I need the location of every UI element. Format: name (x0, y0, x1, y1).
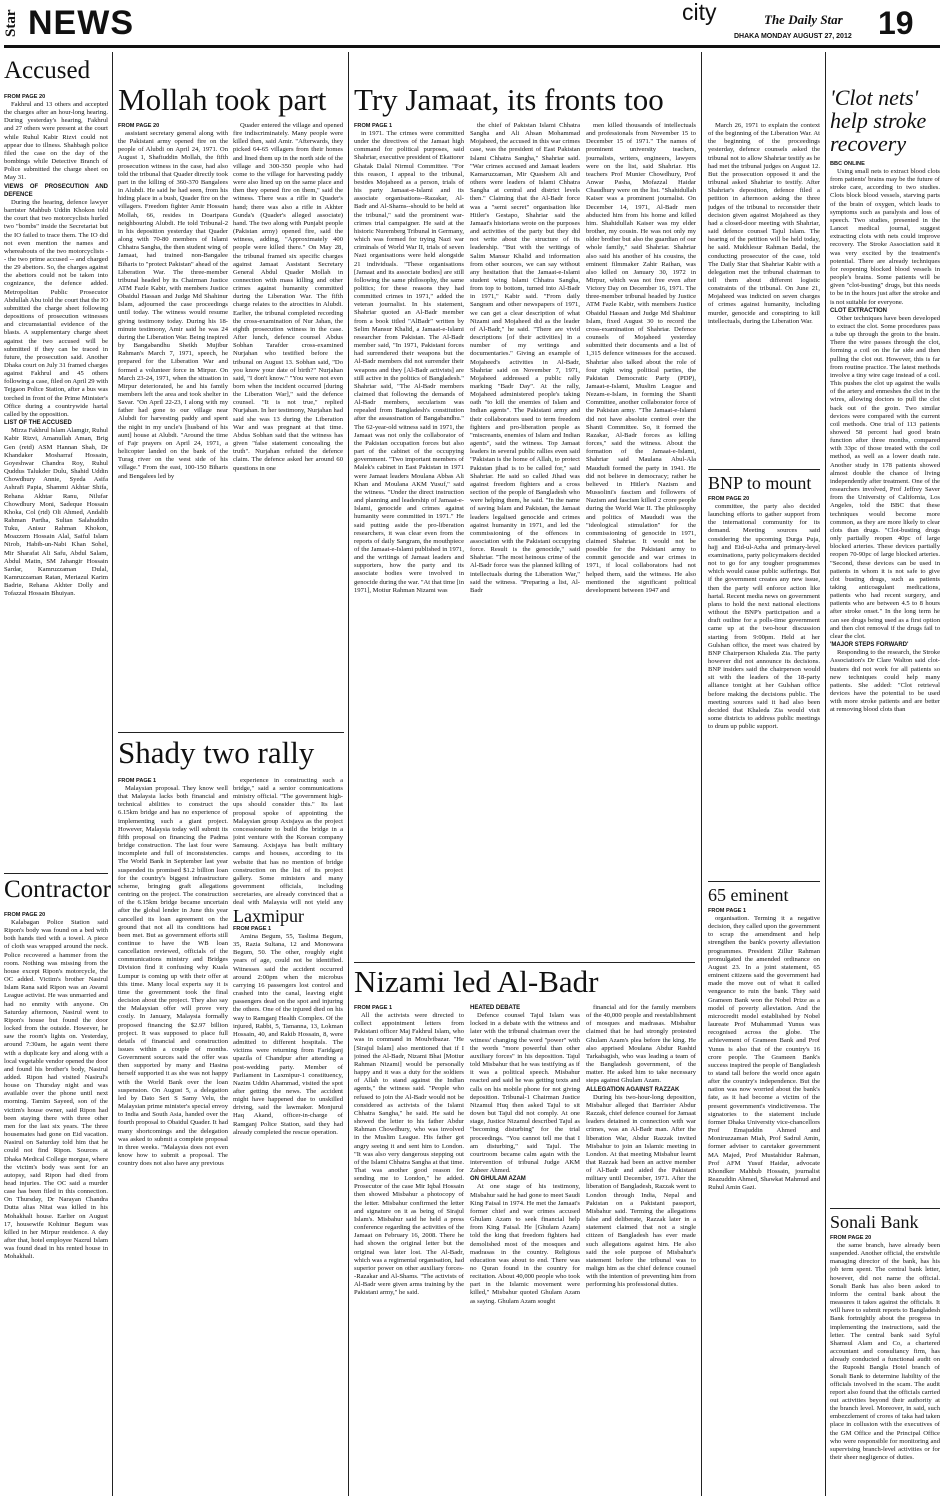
story-clot-nets (830, 160, 940, 1203)
column-rule (348, 52, 349, 1496)
source-line: FROM PAGE 1 (354, 1005, 393, 1011)
column-rule (825, 52, 826, 1496)
divider (354, 962, 695, 963)
story-eminent (708, 907, 820, 1495)
source-line: FROM PAGE 20 (118, 123, 160, 129)
story-contractor (4, 911, 108, 1495)
story-nizami-col2 (470, 1004, 580, 1495)
story-body: organisation. Terming it a negative decision, they called upon the government to scrap the amendment and help strengthen the bank's poverty alleviation programmes. President Zillur Rahman promulgated the amended ordinance on August 23. In a joint statement, 65 eminent citizens said the government had made the move out of what it called vengeance to ruin the bank. They said Grameen Bank won the Nobel Prize as a model of poverty alleviation. And the microcredit model established by Nobel laureate Prof Muhammad Yunus was recognised across the globe. The achievement of Grameen Bank and Prof Yunus is also that of the country's 16 crore people. The Grameen Bank's success inspired the people of Bangladesh to stand tall before the world once again after the country's independence. But the nation was now worried about the bank's fate, as it had become a victim of the present government's vindictiveness. The signatories to the statement include former Dhaka University vice-chancellors Prof Emajuddin Ahmed and Moniruzzaman Miah, Prof Sadrul Amin, former adviser to caretaker government MA Majed, Prof Mustahidur Rahman, Prof AFM Yusuf Haidar, advocate Khondker Mahbub Hossain, journalist Reazuddin Ahmed, Shawkat Mahmud and Ruhul Amin Gazi. (708, 915, 820, 1192)
source-line: FROM PAGE 1 (118, 778, 157, 784)
headline-clot-nets: 'Clot nets' help stroke recovery (830, 85, 927, 156)
headline-laxmipur: Laxmipur (233, 906, 304, 926)
story-mollah-col2 (233, 122, 343, 727)
story-shady-col1 (118, 777, 228, 1495)
headline-jamaat: Try Jamaat, its fronts too (354, 82, 664, 117)
masthead-rule (4, 45, 940, 48)
divider (4, 873, 108, 874)
headline-shady: Shady two rally (118, 735, 315, 770)
divider (708, 881, 820, 882)
column-rule (112, 52, 113, 1496)
subhead: CLOT EXTRACTION (830, 307, 887, 314)
story-body: assistant secretary general along with the Pakistani army opened fire on the people of Alubdi on April 24, 1971. On August 1, Shafiuddin Mollah, the fifth prosecution witness in the case, had also told the tribunal that Quader directly took part in the killing of 360-370 Bangalees in Alubdi. He said he had seen, from his hiding place in a bush, Quader fire on the villagers. Freedom fighter Amir Hossain Mollah, 66, resides in Doaripara neighbouring Alubdi. He told Tribunal-2 in his deposition yesterday that Quader along with 70-80 members of Islami Chhatra Sangha, the then student wing of Jamaat, had trained non-Bangalee Biharis to "protect Pakistan" ahead of the Liberation War. The three-member tribunal headed by its Chairman Justice ATM Fazle Kabir, with members Justice Obaidul Hassan and Judge Md Shahinur Islam, adjourned the case proceedings until today. The witness would resume giving testimony today. During his 18-minute testimony, Amir said he was 24 during the Liberation War. Being inspired by Bangabandhu Sheikh Mujibur Rahman's March 7, 1971, speech, he prepared for the Liberation War and formed a volunteer force in Mirpur. On March 23-24, 1971, when the situation in Mirpur deteriorated, he and his family members left the area and took shelter in Savar. "On April 22-23, I along with my father had gone to our village near Alubdi for harvesting paddy and spent the night in my uncle's [husband of his aunt] house at Alubdi. "Around the time of Fajr prayers on April 24, 1971, a helicopter landed on the bank of the Turag river on the west side of his village." From the east, 100-150 Biharis and Bengalees led by (118, 130, 228, 480)
subhead: HEATED DEBATE (470, 1005, 521, 1011)
story-mollah-col1 (118, 122, 228, 727)
story-body: men killed thousands of intellectuals and professionals from November 15 to December 15 of 1971." The names of prominent university teachers, journalists, writers, engineers, lawyers were on the list, said Shahriar. His teachers Prof Munier Chowdhury, Prof Anwar Pasha, Mofazzal Haidar Chaudhury were on the list. "Shahidullah Kaiser was a prominent journalist. On December 14, 1971, Al-Badr men abducted him from his home and killed him. Shahidullah Kaiser was my elder brother, my cousin. He was not only my older brother but also the guardian of our whole family," said Shahriar. Shahriar also said his another of his cousins, the eminent filmmaker Zahir Raihan, was also killed on January 30, 1972 in Mirpur, which was not free even after Victory Day on December 16, 1971. The three-member tribunal headed by Justice ATM Fazle Kabir, with members Justice Obaidul Hassan and Judge Md Shahinur Islam, fixed August 30 to record the cross-examination of Shahriar. Defence counsels of Mojaheed yesterday submitted their documents and a list of 1,315 defence witnesses for the accused. Shahriar also talked about the role of four right wing political parties, the Pakistan Democratic Party (PDP), Jamaat-e-Islami, Muslim League and Nezam-e-Islam, in forming the Shanti Committee, another collaborator force of the Pakistan army. "The Jamaat-e-Islami did not have absolute control over the Shanti Committee. So, it formed the Razakar, Al-Badr forces as killing forces," said the witness. About the formation of the Jamaat-e-Islami, Shahriar said Maulana Abul-Ala Maududi formed the party in 1941. He did not believe in democracy; rather he believed in Hitler's Nazism and Mussolini's fascism and followers of Nazism and fascism killed 2 crore people during the World War II. The philosophy and politics of Maududi was the "ideological stimulation" for the commissioning of genocide in 1971, claimed Shahriar. It would not be possible for the Pakistani army to commit genocide and war crimes in 1971, if local collaborators had not helped them, said the witness. He also mentioned the significant political development between 1947 and (586, 122, 696, 594)
story-laxmipur (233, 925, 343, 1495)
source-line: FROM PAGE 20 (4, 912, 46, 918)
story-body: All the activists were directed to collect appointment letters from Pakistani officer Maj Fakhrul Islam, who was in command in Moulvibazar. "He [Sirajul Islam] also mentioned that if I joined the Al-Badr, Nizami Bhai [Motiur Rahman Nizami] would be personally happy and it was a duty for the soldiers of Allah to stand against the Indian agents," the witness said. "People who refused to join the Al-Badr would not be considered as activists of the Islami Chhatra Sangha," he said. He said he showed the letter to his father Abdur Rahman Chowdhury, who was involved in the Muslim League. His father got angry seeing it and sent him to London. "It was also very dangerous stepping out of the Islami Chhatra Sangha at that time. That was another good reason for sending me to London," he added. Prosecutor of the case Mir Iqbal Hossain then showed Misbahur a photocopy of the letter. Misbahur confirmed the letter and signature on it as being of Sirajul Islam's. Misbahur said he held a press conference regarding the activities of the Jamaat on February 16, 2008. There he had shown the original letter but the original was later lost. The Al-Badr, which was a regimental organisation, had superior power on other auxiliary forces--Razakar and Al-Shams. "The activists of Al-Badr were given arms training by the Pakistani army," he said. (354, 1012, 464, 1297)
subhead: ON GHULAM AZAM (470, 1176, 526, 1183)
story-body: Fakhrul and 13 others and accepted the charges after an hour-long hearing. During yesterday's hearing, Fakhrul and 27 others were present at the court while Ruhul Kabir Rizvi could not appear due to illness. Shahbagh police filed the case on the day of the bombings while Detective Branch of Police submitted the charge sheet on May 31. (4, 101, 108, 182)
source-line: FROM PAGE 1 (233, 926, 272, 932)
story-bnp (708, 495, 820, 877)
story-jamaat-col4 (708, 122, 820, 464)
section-title: NEWS (28, 4, 134, 42)
story-body: committee, the party also decided launching efforts to gather support from the international community for its demand. Meeting sources said considering the upcoming Durga Puja, hajj and Eid-ul-Azha and primary-level examinations, party policymakers decided not to go for any tougher programmes which would cause public sufferings. But if the government creates any new issue, then the party will enforce action like hartal. Recent media news on government plans to hold the next national elections without the BNP's participation and a draft outline for a polls-time government came up at the two-hour discussion starting from 9:00pm. Held at her Gulshan office, the meet was chaired by BNP Chairperson Khaleda Zia. The party however did not announce its decisions. BNP insiders said the chairperson would sit with the leaders of the 18-party alliance tonight at her Gulshan office before making the decisions public. The meeting sources said it had also been decided that Khaleda Zia would visit some districts to address public meetings to drum up public support. (708, 503, 820, 731)
story-nizami-col3 (586, 1004, 696, 1495)
story-body: Using small nets to extract blood clots from patients' brains may be the future of stroke care, according to two studies. Clots block blood vessels, starving parts of the brain of oxygen, which leads to symptoms such as paralysis and loss of speech. Two studies, presented in the Lancet medical journal, suggest extracting clots with nets could improve recovery. The Stroke Association said it was very excited by the treatment's potential. There are already techniques for reopening blocked blood vessels in people's brains. Some patients will be given "clot-busting" drugs, but this needs to be in the hours just after the stroke and is not suitable for everyone. (830, 168, 940, 306)
story-jamaat-col2 (470, 122, 580, 956)
headline-mollah: Mollah took part (118, 82, 327, 117)
column-rule (701, 52, 702, 1496)
story-body: At one stage of his testimony, Misbahur said he had gone to meet Saudi King Faisal in 1974. He met the Jamaat's former chief and war crimes accused Ghulam Azam to seek financial help from King Faisal. He [Ghulam Azam] told the king that freedom fighters had demolished most of the mosques and madrasas in the country. Religious education was about to end. There was no Quran found in the country for recitation. About 40,000 people who took part in the Islamic movement were killed," Misbahur quoted Ghulam Azam as saying. Ghulam Azam sought (470, 1183, 580, 1305)
story-body: During the hearing, defence lawyer barrister Mahbub Uddin Khokon told the court that two motorcyclists hurled two "bombs" inside the Secretariat but the IO failed to trace them. The IO did not even mention the names and whereabouts of the two motorcyclists -- the two prime accused -- and charged the 29 abettors. So, the charges against the abettors could not be taken into cognizance, the defence added. Metropolitan Public Prosecutor Abdullah Abu told the court that the IO submitted the charge sheet following depositions of prosecution witnesses and circumstantial evidence of the blasts. A supplementary charge sheet against the two accused will be submitted if they can be traced in future, the prosecution said. Another Dhaka court on July 31 framed charges against Fakhrul and 45 others following a case, filed on April 29 with Tejgaon Police Station, after a bus was torched in front of the Prime Minister's Office during a countrywide hartal called by the opposition. (4, 198, 108, 418)
headline-eminent: 65 eminent (708, 885, 789, 905)
story-body: Quader entered the village and opened fire indiscriminately. Many people were killed then, said Amir. "Afterwards, they picked 64-65 villagers from their homes and lined them up in the north side of the village and 300-350 people who had come to the village for harvesting paddy were also lined up on the same place and then they opened fire on them," said the witness. There was a rifle in Quader's hand; there was also a rifle in Akhter Gunda's (Quader's alleged associate) hand. The two along with Punjabi people (Pakistan army) opened fire, said the witness, adding, "Approximately 400 people were killed there." On May 28, the tribunal framed six specific charges against Jamaat Assistant Secretary General Abdul Quader Mollah in connection with mass killing and other crimes against humanity committed during the Liberation War. The fifth charge relates to the atrocities in Alubdi. Earlier, the tribunal completed recording the cross-examination of Nur Jahan, the eighth prosecution witness in the case. After lunch, defence counsel Abdus Sobhan Tarafder cross-examined Nurjahan who testified before the tribunal on August 13. Sobhan said, "Do you know your date of birth?" Nurjahan said, "I don't know." "You were not even born when the incident occurred [during the Liberation War]," said the defence counsel. "It is not true," replied Nurjahan. In her testimony, Nurjahan had said she was 13 during the Liberation War and was pregnant at that time. Abdus Sobhan said that the witness has given "false statement concealing the truth". Nurjahan refuted the defence claim. The defence asked her around 60 questions in one (233, 122, 343, 472)
subhead: VIEWS OF PROSECUTION AND DEFENCE (4, 183, 108, 198)
story-nizami-col1 (354, 1004, 464, 1495)
headline-sonali: Sonali Bank (830, 1212, 919, 1232)
story-sonali (830, 1234, 940, 1495)
story-accused (4, 93, 108, 865)
source-line: FROM PAGE 1 (708, 908, 747, 914)
story-jamaat-col1 (354, 122, 464, 956)
source-line: BBC ONLINE (830, 161, 865, 167)
divider (118, 732, 344, 733)
story-body: Responding to the research, the Stroke Association's Dr Clare Walton said clot-busters did not work for all patients so new techniques could help many patients. She added: "Clot retrieval devices have the potential to be used with more stroke patients and are better at removing blood clots than (830, 649, 940, 714)
subhead: LIST OF THE ACCUSED (4, 420, 72, 427)
subhead: ALLEGATION AGAINST RAZZAK (586, 1086, 680, 1093)
story-body: experience in constructing such a bridge," said a senior communications ministry official. "The government high-ups should consider this." Its last proposal spoke of appointing the Malaysian group Axisjaya as the project concessionaire to build the bridge in a joint venture with the Korean company Samsung. Axisjaya has built military camps and houses, according to its website that has no mention of bridge construction on the list of its project gallery. Some ministers and many government officials, including secretaries, are already convinced that a deal with Malaysia will not yield any (233, 777, 343, 905)
headline-accused: Accused (4, 57, 91, 84)
source-line: FROM PAGE 20 (708, 496, 750, 502)
page-number: 19 (878, 5, 914, 41)
story-body: During his two-hour-long deposition, Misbahur alleged that Barrister Abdur Razzak, chief defence counsel for Jamaat leaders detained in connection with war crimes, was an Al-Badr man. After the liberation War, Abdur Razzak invited Misbahur to join an Islamic meeting in London. At that meeting Misbahur learnt that Razzak had been an active member of Al-Badr and aided the Pakistani military until December, 1971. After the liberation of Bangladesh, Razzak went to London through India, Nepal and Pakistan on a Pakistani passport, Misbahur said. Terming the allegations false and deliberate, Razzak later in a statement claimed that not a single citizen of Bangladesh has ever made such allegations against him. He also said the sole purpose of Misbahur's statement before the tribunal was to malign him as the chief defence counsel with the intention of preventing him from performing his professional duties. (586, 1093, 696, 1289)
story-body: Amina Begum, 55, Taslima Begum, 35, Razia Sultana, 12 and Monowara Begum, 50. The other, roughly eight years of age, could not be identified. Witnesses said the accident occurred around 2:00pm when the microbus carrying 16 passengers lost control and crashed into the canal, leaving eight passengers dead on the spot and injuring the others. One of the injured died on his way to Ramganj Health Complex. Of the injured, Rabbi, 5, Tamanna, 13, Lokman Hossain, 40, and Rakib Hossain, 8, were admitted to different hospitals. The victims were returning from Faridganj upazila of Chandpur after attending a post-wedding party. Member of Parliament in Laxmipur-1 constituency, Nazim Uddin Ahammad, visited the spot after getting the news. The accident might have happened due to unskilled driving, said the lawmaker. Monjurul Haq Akand, officer-in-charge of Ramganj Police Station, said they had already completed the rescue operation. (233, 933, 343, 1136)
story-body: Malaysian proposal. They know well that Malaysia lacks both financial and technical abilities to construct the 6.15km bridge and has no experience of implementing such a giant project. However, Malaysia today will submit its fifth proposal on financing the Padma bridge construction. The last four were incomplete and full of inconsistencies. The World Bank in September last year suspended its promised $1.2 billion loan for the country's biggest infrastructure scheme, bringing graft allegations centring on the project. The construction of the 6.15km bridge became uncertain after the global lender in June this year cancelled its loan agreement on the ground that not all its conditions had been met. But as government efforts still continue to have the WB loan cancellation reviewed, officials of the communications ministry and Bridges Division find it confusing why Kuala Lumpur is coming up with their offer at this time. Many local experts say it is time the government took the final decision about the project. They also say the Malaysian offer will prove very costly. In January, Malaysia formally proposed financing the $2.97 billion project. It was supposed to place full details of financial and construction issues within a couple of months. Government sources said the offer was then supported by many and Hasina herself supported it as she was not happy with the World Bank over the loan suspension. On August 5, a delegation led by Dato Seri S Samy Velu, the Malaysian prime minister's special envoy to India and South Asia, handed over the fourth proposal to Obaidul Quader. It had many shortcomings and the delegation was asked to submit a complete proposal in three weeks. "Malaysia does not even know how to submit a proposal. The country does not also have any previous (118, 785, 228, 1168)
headline-bnp: BNP to mount (708, 473, 812, 493)
story-jamaat-col3 (586, 122, 696, 956)
story-body: in 1971. The crimes were committed under the directives of the Jamaat high command for political purposes, said Shahriar, executive president of Ekattorer Ghatak Dalal Nirmul Committee. "For this reason, I appeal to the tribunal, besides Mojaheed as a person, trials of his party Jamaat-e-Islami and its associate organisations--Razakar, Al-Badr and Al-Shams--should to be held at the tribunal," said the prominent war-crimes trial campaigner. He said at the historic Nuremberg Tribunal in Germany, which was formed for trying Nazi war criminals of World War II, trials of seven Nazi organisations were held alongside 21 individuals. "These organisations [Jamaat and its associate bodies] are still following the same philosophy, the same politics; for these reasons they had committed crimes in 1971," added the veteran journalist. In his statement, Shahriar quoted an Al-Badr member from a book titled "AlBadr" written by Selim Mansur Khalid, a Jamaat-e-Islami researcher from Pakistan. The Al-Badr member said, "In 1971, Pakistani forces had surrendered their weapons but the Al-Badr members did not surrender their weapons and they [Al-Badr activists] are still active in the politics of Bangladesh." Shahriar said, "The Al-Badr members claimed that following the demands of Al-Badr members, secularism was repealed from Bangladesh's constitution after the assassination of Bangabandhu." The 62-year-old witness said in 1971, the Jamaat was not only the collaborator of the Pakistan occupation forces but also part of the cabinet of the occupying government. "Two important members of Malek's cabinet in East Pakistan in 1971 were Jamaat leaders Moulana Abbas Ali Khan and Moulana AKM Yusuf," said the witness. "Under the direct instruction and planning and leadership of Jamaat-e-Islami, genocide and crimes against humanity were committed in 1971." He said putting aside the pro-liberation researchers, it was clear even from the reports of daily Sangram, the mouthpiece of the Jamaat-e-Islami published in 1971, and the writings of Jamaat leaders and supporters, how the party and its associate bodies were involved in genocide during the war. "At that time [in 1971], Motiur Rahman Nizami was (354, 130, 464, 594)
dateline: DHAKA MONDAY AUGUST 27, 2012 (734, 33, 852, 40)
story-body: March 26, 1971 to explain the context of the beginning of the Liberation War. At the beginning of the proceedings yesterday, defence counsels asked the tribunal not to allow Shahriar testify as he had met the tribunal judges on August 12. But the prosecution opposed it and the tribunal asked Shahriar to testify. After Shahriar's deposition, defence filed a petition in afternoon asking the three judges of the tribunal to reconsider their decision given against Mojaheed as they had a closed-door meeting with Shahriar, said defence counsel Tajul Islam. The hearing of the petition will be held today, he said. Mukhlesur Rahman Badal, the conducting prosecutor of the case, told The Daily Star that Shahriar Kabir with a delegation met the tribunal chairman to tell them about different logistic constraints of the tribunal. On June 21, Mojaheed was indicted on seven charges of crimes against humanity, including murder, genocide and conspiring to kill intellectuals, during the Liberation War. (708, 122, 820, 325)
story-body: Other techniques have been developed to extract the clot. Some procedures pass a tube up through the groin to the brain. There the wire passes through the clot, forming a coil on the far side and then pulling the clot out. However, this is far from routine practice. The latest methods involve a tiny wire cage instead of a coil. This pushes the clot up against the walls of the artery and enmeshes the clot in the wires, allowing doctors to pull the clot back out of the groin. Two similar devices were compared with the current coil methods. One trial of 113 patients showed 58 percent had good brain function after three months, compared with 33pc of those treated with the coil method, as well as a lower death rate. Another study in 178 patients showed almost double the chance of living independently after treatment. One of the researchers involved, Prof Jeffrey Saver from the University of California, Los Angeles, told the BBC that these techniques would become more common, as they are more likely to clear clots than drugs. "Clot-busting drugs only partially reopen 40pc of large blocked arteries. These devices partially reopen 70-90pc of large blocked arteries. "Second, these devices can be used in patients in whom it is not safe to give clot busting drugs, such as patients taking anticoagulant medications, patients who had recent surgery, and patients who are between 4.5 to 8 hours after stroke onset." In the long term he can see drugs being used as a first option and then clot removal if the drugs fail to clear the clot. (830, 314, 940, 640)
story-body: the same branch, have already been suspended. Another official, the erstwhile managing director of the bank, has his job term spent. The central bank letter, however, did not name the official. Sonali Bank has also been asked to inform the central bank about the measures it takes against the officials. It will have to submit reports to Bangladesh Bank fortnightly about the progress in implementing the instructions, said the letter. The central bank said Syful Shamsul Alam and Co, a chartered accountant and consultancy firm, has already conducted a functional audit on the Ruposhi Bangla Hotel branch of Sonali Bank to determine liability of the officials involved in the scam. The audit report also found that the officials carried out activities beyond their authority at the branch level. Moreover, in said, such embezzlement of crores of taka had taken place in collusion with the executives of the GM Office and the Principal Office who were responsible for monitoring and supervising branch-level activities or for their sheer negligence of duties. (830, 1242, 940, 1462)
story-body: the chief of Pakistan Islami Chhatra Sangha and Ali Ahsan Mohammad Mojaheed, the accused in this war crimes case, was the president of East Pakistan Islami Chhatra Sangha," Shahriar said. "War crimes accused and Jamaat leaders Kamaruzzaman, Mir Quashem Ali and others were leaders of Islami Chhatra Sangha at central and district levels then." Claiming that the Al-Badr force was a "semi secret" organisation like Hitler's Gestapo, Shahriar said the Jamaat's historians wrote on the purposes and activities of the party but they did not write about the structure of its leadership. "But with the writings of Salim Mansur Khalid and information from other sources, we can say without any hesitation that the Jamaat-e-Islami student wing Islami Chhatra Sangha, from top to bottom, turned into Al-Badr in 1971," Kabir said. "From daily Sangram and other newspapers of 1971, we can get a clear description of what Nizami and Mojaheed did as the leader of Al-Badr," he said. "There are vivid descriptions [of their activities] in a number of my writings and documentaries." Giving an example of Mojaheed's activities in Al-Badr, Shahriar said on November 7, 1971, Mojaheed addressed a public rally marking "Badr Day". At the rally, Mojaheed administered people's taking oath "to kill the enemies of Islam and Indian agents". The Pakistani army and their collaborators used to term freedom fighters and pro-liberation people as "miscreants, enemies of Islam and Indian agents", said the witness. Top Jamaat leaders in several public rallies even said "Pakistan is the home of Allah, to protect Pakistan jihad is to be called for," said Shahriar. He said so called Jihad was against freedom fighters and a cross section of the people of Bangladesh who were helping them, he said. "In the name of saving Islam and Pakistan, the Jamaat leaders legalised genocide and crimes against humanity in 1971, and led the commissioning of the offences in association with the Pakistani occupying force. Result is the genocide," said Shahriar. "The most heinous crime of the Al-Badr force was the planned killing of intellectuals during the Liberation War," said the witness. "Preparing a list, Al-Badr (470, 122, 580, 594)
divider (708, 469, 820, 470)
section-label-city: city (682, 0, 717, 25)
source-line: FROM PAGE 20 (830, 1235, 872, 1241)
source-line: FROM PAGE 20 (4, 94, 46, 100)
headline-contractor: Contractor (4, 876, 111, 903)
source-line: FROM PAGE 1 (354, 123, 393, 129)
story-body: Mirza Fakhrul Islam Alamgir, Ruhul Kabir Rizvi, Amanullah Aman, Brig Gen (retd) ASM Hannan Shah, Dr Khandaker Mosharraf Hossain, Goyeshwar Chandra Roy, Ruhul Quddus Talukder Dulu, Shahid Uddin Chowdhury Annie, Syeda Asifa Ashrafi Papia, Shammi Akhtar Shifa, Rehana Akhtar Ranu, Nilufar Chowdhury Moni, Sadeque Hossain Khoka, Col (rtd) Oli Ahmed, Andalib Rahman Partha, Sultan Salahuddin Tuku, Anisur Rahman Khokon, Moazzem Hossain Alal, Saiful Islam Nirob, Habib-un-Nabi Khan Sohel, Mir Sharafat Ali Safu, Abdul Salam, Abdul Matin, SM Jahangir Hossain Sardar, Kamruzzaman Dulal, Kamruzzaman Ratan, Meriazul Karim Badrie, Rehana Akhter Dolly and Tofazzal Hossain Bhuiyan. (4, 427, 108, 598)
story-body: Defence counsel Tajul Islam was locked in a debate with the witness and later with the tribunal chairman over the witness' changing the word "power" with the words "more powerful than other auxiliary forces" in his deposition. Tajul told Misbahur that he was testifying as if it was a political speech. Misbahur reacted and said he was getting texts and calls on his mobile phone for not giving deposition. Tribunal-1 Chairman Justice Nizamul Huq then asked Tajul to sit down but Tajul did not comply. At one stage, Justice Nizamul described Tajul as "becoming disturbing" for the trial proceedings. "You cannot tell me that I am disturbing," said Tajul. The courtroom became calm again with the intervention of tribunal Judge AKM Zaheer Ahmed. (470, 1012, 580, 1175)
story-body: Kalabagan Police Station said Ripon's body was found on a bed with both hands tied with a towel. A piece of cloth was wrapped around the neck. Police recovered a hammer from the room. Nothing was missing from the house except Ripon's motorcycle, the OC added. Victim's brother Nasirul Islam Rana said Ripon was an Awami League activist. He was unmarried and had no enmity with anyone. On Saturday afternoon, Nasirul went to Ripon's house but found the door locked from the outside. However, he saw the room's lights on. Yesterday, around 7:30am, he again went there with a duplicate key and along with a local vegetable vendor opened the door and found his brother's body, Nasirul added. Ripon had visited Nasirul's house on Thursday night and was available over the phone until next morning. Tamim Sayeed, son of the victim's house owner, said Ripon had been staying there with three other men for the last six years. The three housemates had gone on Eid vacation. Nasirul on Saturday told him that he could not find Ripon. Sources at Dhaka Medical College morgue, where the victim's body was sent for an autopsy, said Ripon had died from head injuries. The OC said a murder case has been filed in this connection. On Thursday, Dr Narayan Chandra Dutta alias Nitai was killed in his Mohakhali house. Earlier on August 17, housewife Kohinur Begum was killed in her Mirpur residence. A day after that, hotel employee Nazrul Islam was found dead in his rented house in Mohakhali. (4, 919, 108, 1261)
divider (830, 1208, 940, 1209)
paper-name: The Daily Star (764, 12, 843, 27)
story-shady-col2 (233, 777, 343, 905)
star-logo: Star (3, 9, 19, 37)
subhead: 'MAJOR STEPS FORWARD' (830, 642, 909, 649)
headline-nizami: Nizami led Al-Badr (354, 964, 599, 999)
story-body: financial aid for the family members of the 40,000 people and reestablishment of mosques and madrasas. Misbahur claimed that he had strongly protested Ghulam Azam's plea before the king. He also apprised Moulana Abdur Rashid Tarkabagish, who was leading a team of the Bangladesh government, of the matter. He asked him to take necessary steps against Ghulam Azam. (586, 1004, 696, 1085)
